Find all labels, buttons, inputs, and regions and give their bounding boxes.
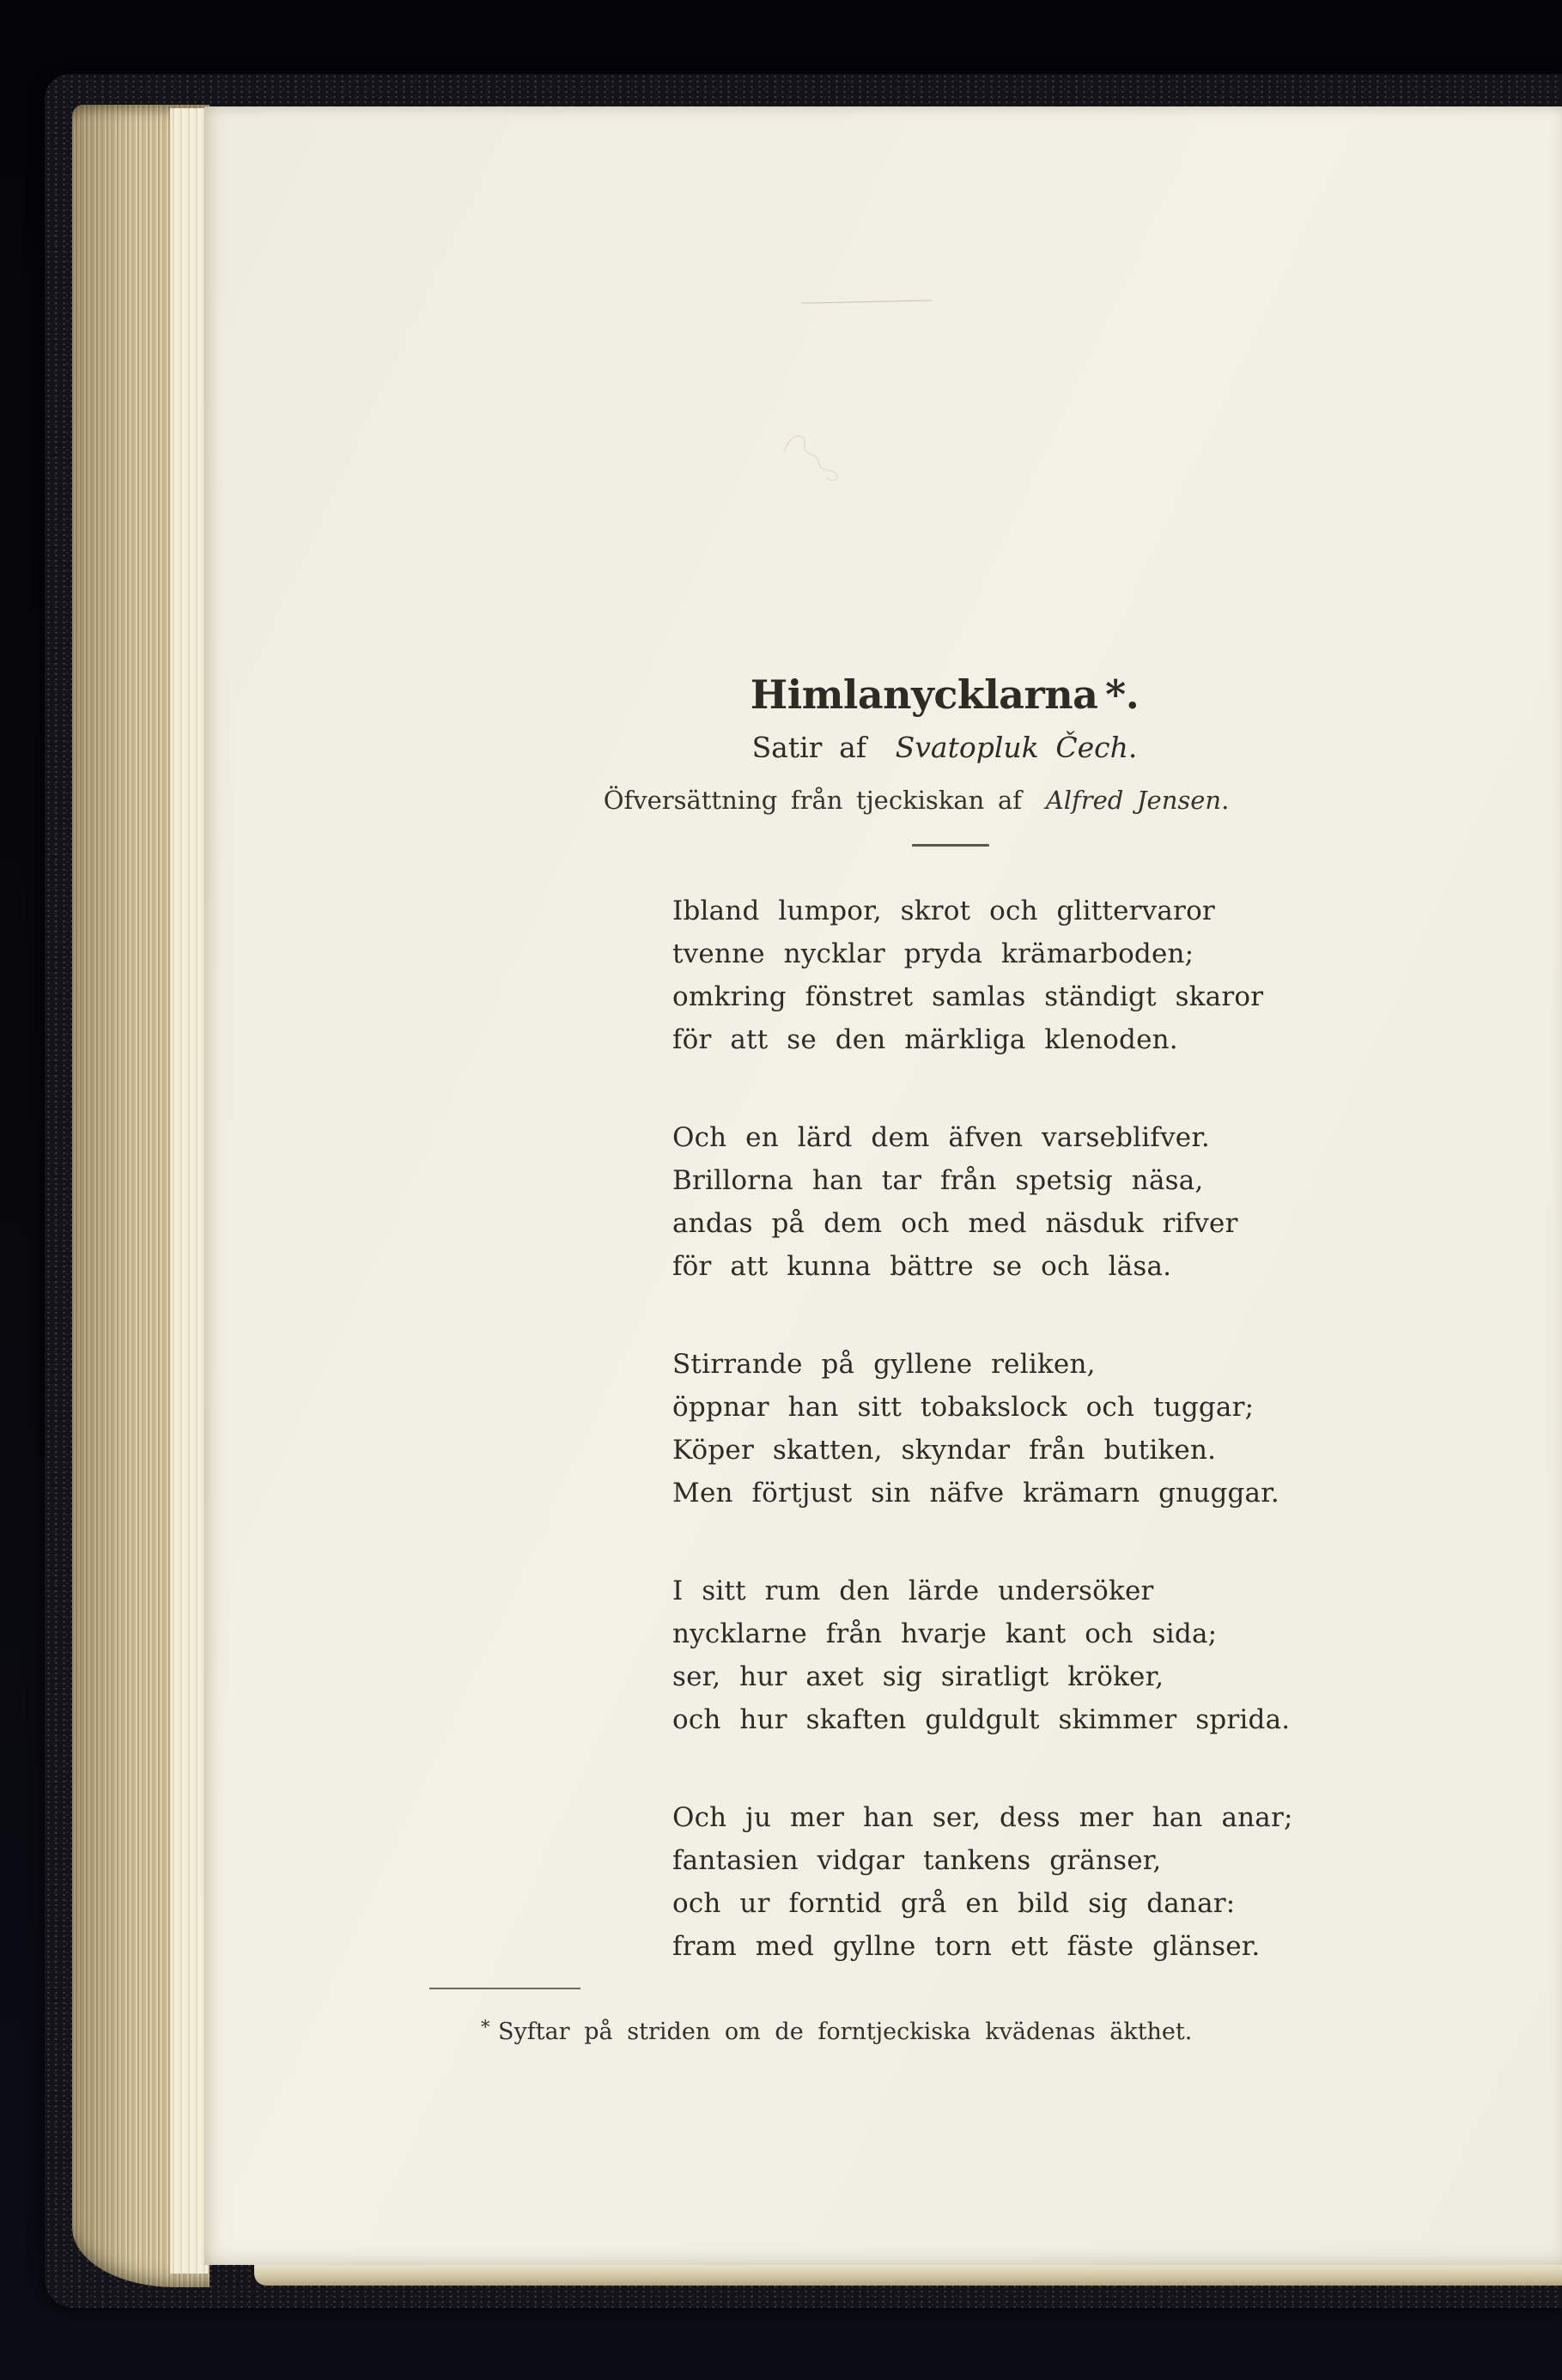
poem-line: fantasien vidgar tankens gränser, [672, 1845, 1162, 1876]
translation-credit [315, 788, 1517, 813]
footnote [481, 2016, 1192, 2046]
translation-prefix: Öfversättning från tjeckiskan af [603, 786, 1022, 815]
poem-line: Och ju mer han ser, dess mer han anar; [672, 1802, 1293, 1833]
stanza-4 [672, 1569, 1377, 1741]
byline [343, 733, 1546, 762]
stanza-3 [672, 1343, 1377, 1515]
author-name: Svatopluk Čech [895, 731, 1128, 764]
translator-name: Alfred Jensen [1045, 786, 1222, 815]
poem-line: Köper skatten, skyndar från butiken. [672, 1435, 1217, 1466]
page-fore-edges-highlight [170, 108, 208, 2274]
poem-line: tvenne nycklar pryda krämarboden; [672, 938, 1194, 969]
footnote-rule [429, 1988, 580, 1989]
stanza-5 [672, 1796, 1377, 1968]
poem-line: fram med gyllne torn ett fäste glänser. [672, 1931, 1261, 1962]
stanza-2 [672, 1116, 1377, 1288]
poem-line: för att kunna bättre se och läsa. [672, 1251, 1172, 1282]
poem-line: Brillorna han tar från spetsig näsa, [672, 1165, 1204, 1196]
stanza-1 [672, 889, 1377, 1061]
footnote-marker: * [481, 2016, 490, 2037]
byline-prefix: Satir af [751, 731, 867, 764]
poem-line: ser, hur axet sig siratligt kröker, [672, 1661, 1164, 1692]
poem-line: nycklarne från hvarje kant och sida; [672, 1618, 1218, 1649]
poem-line: och hur skaften guldgult skimmer sprida. [672, 1704, 1291, 1735]
pencil-squiggle-mark [777, 422, 860, 505]
page-bottom-edge [254, 2263, 1562, 2286]
poem-title: Himlanycklarna *. [750, 671, 1140, 718]
section-divider-rule [912, 844, 989, 847]
translation-suffix: . [1221, 786, 1230, 815]
poem-line: andas på dem och med näsduk rifver [672, 1208, 1238, 1239]
poem-line: Och en lärd dem äfven varseblifver. [672, 1122, 1210, 1153]
footnote-text: Syftar på striden om de forntjeckiska kvädenas äkthet. [497, 2019, 1193, 2045]
poem-line: och ur forntid grå en bild sig danar: [672, 1888, 1236, 1919]
poem-line: I sitt rum den lärde undersöker [672, 1576, 1154, 1606]
poem-line: omkring fönstret samlas ständigt skaror [672, 981, 1264, 1012]
poem-line: öppnar han sitt tobakslock och tuggar; [672, 1392, 1255, 1423]
poem-line: Ibland lumpor, skrot och glittervaror [672, 896, 1215, 926]
poem-line: för att se den märkliga klenoden. [672, 1024, 1178, 1055]
poem-line: Stirrande på gyllene reliken, [672, 1349, 1096, 1380]
poem-line: Men förtjust sin näfve krämarn gnuggar. [672, 1478, 1279, 1509]
byline-suffix: . [1127, 731, 1138, 764]
